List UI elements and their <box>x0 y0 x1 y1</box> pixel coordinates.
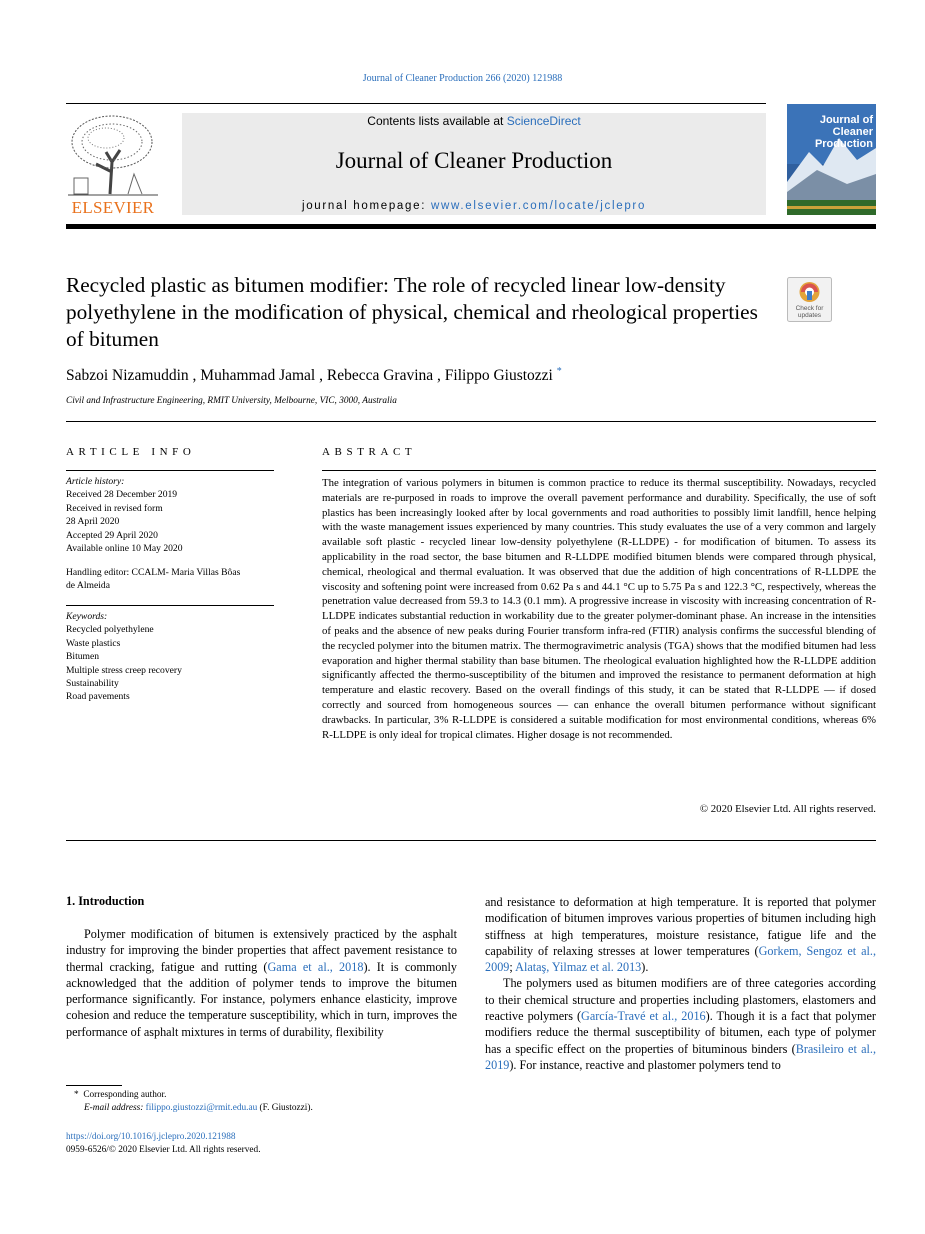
footnote-rule <box>66 1085 122 1086</box>
editor-line-1: Handling editor: CCALM- Maria Villas Bôas <box>66 567 241 578</box>
text-run: ). For instance, reactive and plastomer polymers tend to <box>509 1057 781 1072</box>
journal-cover[interactable] <box>787 104 876 215</box>
keyword: Road pavements <box>66 691 130 703</box>
page-footer <box>66 1131 466 1157</box>
doi-link[interactable]: https://doi.org/10.1016/j.jclepro.2020.121988 <box>66 1132 236 1142</box>
history-label: Article history: <box>66 476 125 487</box>
footnote-mark: * <box>74 1090 79 1100</box>
intro-paragraph-3 <box>485 975 876 1073</box>
revised-label: Received in revised form <box>66 502 163 514</box>
homepage-link[interactable]: www.elsevier.com/locate/jclepro <box>431 200 647 212</box>
journal-title: Journal of Cleaner Production <box>335 148 613 173</box>
header-rule <box>66 103 766 104</box>
citation-link[interactable]: Gorkem, Sengoz et al., 2009 <box>485 943 876 975</box>
abstract-heading: ABSTRACT <box>322 446 417 458</box>
footnote <box>74 1089 454 1115</box>
keyword: Multiple stress creep recovery <box>66 664 182 676</box>
abstract-text: The integration of various polymers in bitumen is common practice to reduce its thermal susceptibility. Nowadays, recycled materials are re-purposed in roads to improve the overall pavement performance and durability. Specifically, the use of soft plastics has been increasingly looked after by local governments and road authorities to possibly limit landfill, hence helping with the waste management issues experienced by many countries. This study evaluates the use of a very common and largely available soft plastic - recycled linear low-density polyethylene (R-LLDPE) - for modification of bitumen. To assess its applicability in the road sector, the base bitumen and R-LLDPE modified bitumen blends were compared through physical, chemical, rheological and thermal evaluation. It was observed that due the addition of high concentrations of R-LLDPE the viscosity and softening point were increased from 0.62 Pa s and 44.1 °C up to 5.75 Pa s and 122.3 °C, respectively, whereas the penetration value decreased from 59.3 to 14.3 (0.1 mm). A progressive increase in viscosity with increasing concentration of R-LLDPE indicates substantial reduction in workability due to the greater polymer-dominant phase. An increase in the intensities of peaks and the absence of new peaks during Fourier transform infra-red (FTIR) analysis confirms the successful blending of the recycled polymer into the bitumen matrix. The thermogravimetric analysis (TGA) shows that the modified bitumen had less evaporation and higher thermal stability than base bitumen. The rheological evaluation highlighted how the R-LLDPE addition significantly affected the thermo-susceptibility of the bitumen and improved the resistance to permanent deformation at high temperature and elastic recovery. Based on the overall findings of this study, it can be stated that R-LLDPE — if dosed correctly and sourced from homogeneous sources — can enhance the overall bitumen performance without significant drawbacks. In particular, 3% R-LLDPE is considered a suitable modification for most environmental conditions, whereas 6% R-LLDPE is only ideal for tropical climates. Higher dosage is not recommended. <box>322 477 876 741</box>
cover-title: Journal of Cleaner Production <box>814 114 873 150</box>
crossmark-badge[interactable] <box>787 277 832 322</box>
title-rule <box>66 421 876 422</box>
contents-line <box>182 114 766 128</box>
keywords-label: Keywords: <box>66 611 108 622</box>
keyword: Recycled polyethylene <box>66 624 154 636</box>
intro-paragraph-1 <box>66 926 457 1040</box>
email-label: E-mail address: <box>84 1103 146 1113</box>
intro-paragraph-2 <box>485 894 876 975</box>
citation-link[interactable]: García-Travé et al., 2016 <box>581 1009 706 1024</box>
keywords-rule <box>66 605 274 606</box>
authors-text: Sabzoi Nizamuddin , Muhammad Jamal , Rebecca Gravina , Filippo Giustozzi <box>66 367 553 385</box>
header-thick-rule <box>66 224 876 229</box>
text-run: Polymer modification of bitumen is extensively practiced by the asphalt industry for improving the binder properties that affect pavement resistance to thermal cracking, fatigue and rutting ( <box>66 927 457 974</box>
elsevier-logo <box>66 112 160 216</box>
article-title: Recycled plastic as bitumen modifier: The role of recycled linear low-density polyethylene in the modification of physical, chemical and rheological properties of bitumen <box>66 273 758 351</box>
citation-link[interactable]: Brasileiro et al., 2019 <box>485 1041 877 1072</box>
corresponding-author-mark[interactable]: * <box>556 366 562 377</box>
affiliation: Civil and Infrastructure Engineering, RMIT University, Melbourne, VIC, 3000, Australia <box>66 396 397 406</box>
keyword: Sustainability <box>66 678 119 690</box>
keyword: Bitumen <box>66 651 100 663</box>
homepage-prefix: journal homepage: <box>301 200 431 212</box>
citation-link[interactable]: Gama et al., 2018 <box>267 959 364 974</box>
text-run: The polymers used as bitumen modifiers are of three categories according to their chemical structure and properties including plastomers, elastomers and reactive polymers ( <box>485 976 876 1024</box>
text-run: ). It is commonly acknowledged that the addition of polymer tends to improve the bitumen performance significantly. For instance, polymers enhance elasticity, improve cohesion and reduce the temperature susceptibility, which in turn, improves the performance of asphalt mixtures in terms of durability, flexibility <box>66 959 458 1039</box>
text-run: ; <box>509 960 516 975</box>
intro-column-right <box>485 894 876 1073</box>
section-heading-introduction: 1. Introduction <box>66 894 145 908</box>
email-suffix: (F. Giustozzi). <box>257 1103 313 1113</box>
text-run: and resistance to deformation at high temperature. It is reported that polymer modification of bitumen improves various properties of bitumen including high stiffness at high temperatures, moisture resistance, fatigue life and the capability of relaxing stresses at lower temperatures ( <box>485 895 876 958</box>
crossmark-label: Check for updates <box>795 305 824 319</box>
article-info-rule <box>66 470 274 471</box>
intro-column-left <box>66 926 457 1040</box>
elsevier-wordmark: ELSEVIER <box>71 198 155 217</box>
abstract-rule <box>322 470 876 471</box>
article-history <box>66 475 276 555</box>
abstract-bottom-rule <box>66 840 876 841</box>
footnote-text: Corresponding author. <box>83 1090 167 1100</box>
revised-date: 28 April 2020 <box>66 516 120 528</box>
contents-prefix: Contents lists available at <box>367 114 507 128</box>
text-run: ). <box>641 960 649 975</box>
handling-editor <box>66 566 281 593</box>
corresponding-author-note <box>74 1089 454 1102</box>
accepted-date: Accepted 29 April 2020 <box>66 529 158 541</box>
editor-line-2: de Almeida <box>66 580 110 592</box>
abstract-copyright: © 2020 Elsevier Ltd. All rights reserved. <box>699 803 876 815</box>
text-run: ). Though it is a fact that polymer modifiers reduce the thermal susceptibility of bitumen, each type of polymer has a specific effect on the properties of bituminous binders ( <box>485 1009 876 1056</box>
email-note <box>74 1102 454 1115</box>
issn-line: 0959-6526/© 2020 Elsevier Ltd. All rights reserved. <box>66 1145 261 1155</box>
article-info-heading: ARTICLE INFO <box>66 446 196 458</box>
keywords-block <box>66 610 276 704</box>
sciencedirect-link[interactable]: ScienceDirect <box>506 114 581 128</box>
keyword: Waste plastics <box>66 637 121 649</box>
received-date: Received 28 December 2019 <box>66 489 178 501</box>
homepage-line <box>182 200 766 212</box>
citation-link[interactable]: Alataş, Yilmaz et al. 2013 <box>515 960 642 975</box>
journal-citation[interactable]: Journal of Cleaner Production 266 (2020) 121988 <box>362 73 563 84</box>
author-list <box>66 366 846 385</box>
email-link[interactable]: filippo.giustozzi@rmit.edu.au <box>145 1103 258 1113</box>
online-date: Available online 10 May 2020 <box>66 543 183 555</box>
